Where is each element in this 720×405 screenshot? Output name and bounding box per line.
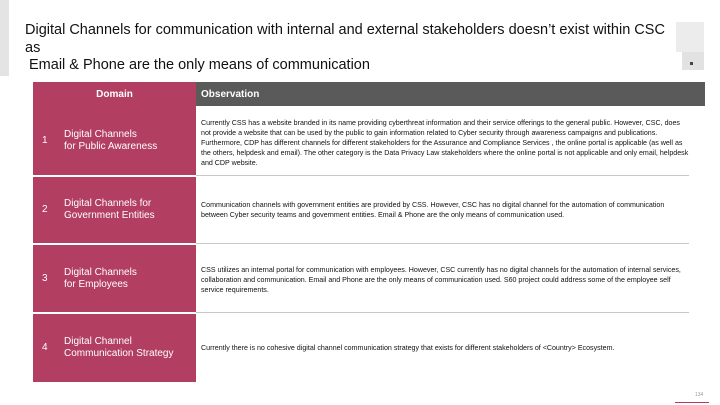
domain-label-line-2: for Employees — [64, 278, 128, 290]
row-divider — [196, 243, 689, 244]
row-number: 4 — [42, 342, 48, 353]
footer-accent-line — [675, 402, 709, 403]
header-observation: Observation — [196, 82, 705, 106]
observation-text-row-4: Currently there is no cohesive digital channel communication strategy that exists for different stakeholders of <Country> Ecosystem. — [201, 344, 615, 352]
domain-label — [64, 129, 192, 153]
observation-text-row-3: CSS utilizes an internal portal for communication with employees. However, CSC currently has no digital channels for the automation of internal services, collaboration and communication. Email and Phone are the only means of communication used. S60 project could address some of the employee self service requirements. — [201, 266, 681, 294]
domain-cell-row-4 — [33, 314, 196, 382]
domain-label-line-1: Digital Channel — [64, 336, 132, 347]
domain-label-line-1: Digital Channels for — [64, 198, 152, 209]
domain-cell-row-3 — [33, 245, 196, 312]
row-number: 1 — [42, 134, 48, 146]
domain-label-line-2: Communication Strategy — [64, 348, 174, 359]
row-divider — [196, 312, 689, 313]
row-divider — [196, 175, 689, 176]
row-number: 2 — [42, 204, 48, 215]
row-number: 3 — [42, 272, 48, 284]
domain-cell-row-1 — [33, 106, 196, 175]
header-domain: Domain — [33, 82, 196, 106]
domain-label-line-2: for Public Awareness — [64, 140, 158, 152]
domain-label-line-1: Digital Channels — [64, 266, 137, 278]
domain-label — [64, 198, 192, 222]
corner-thumbnail-decoration — [676, 22, 704, 70]
domain-cell-row-2 — [33, 177, 196, 243]
observation-table — [33, 82, 705, 382]
domain-label-line-2: Government Entities — [64, 210, 155, 221]
title-line-2: Email & Phone are the only means of communication — [29, 57, 370, 73]
observation-text-row-2: Communication channels with government entities are provided by CSS. However, CSC has no digital channel for the automation of communication between Cyber security teams and government entities. Email & Phone are the only means of communication used. — [201, 201, 665, 219]
domain-label — [64, 336, 192, 360]
observation-text-row-1: Currently CSS has a website branded in its name providing cyberthreat information and their service offerings to the general public. However, CSC, does not provide a website that can be used by the public to gain information related to Cyber security through awareness campaigns and publications. Furthermore, CDP has different channels for different stakeholders for the Assurance and Compliance Services , the online portal is applicable (as well as the others, helpdesk and email). The other category is the Data Privacy Law stakeholders where the online portal is not applicable and only email, helpdesk and CDP website. — [201, 119, 689, 167]
domain-label — [64, 267, 192, 291]
title-line-1: Digital Channels for communication with internal and external stakeholders doesn’t exist within CSC as — [25, 22, 665, 56]
left-accent-bar — [0, 0, 9, 76]
slide-title — [25, 22, 675, 75]
page-number: 134 — [695, 392, 704, 398]
domain-label-line-1: Digital Channels — [64, 128, 137, 140]
